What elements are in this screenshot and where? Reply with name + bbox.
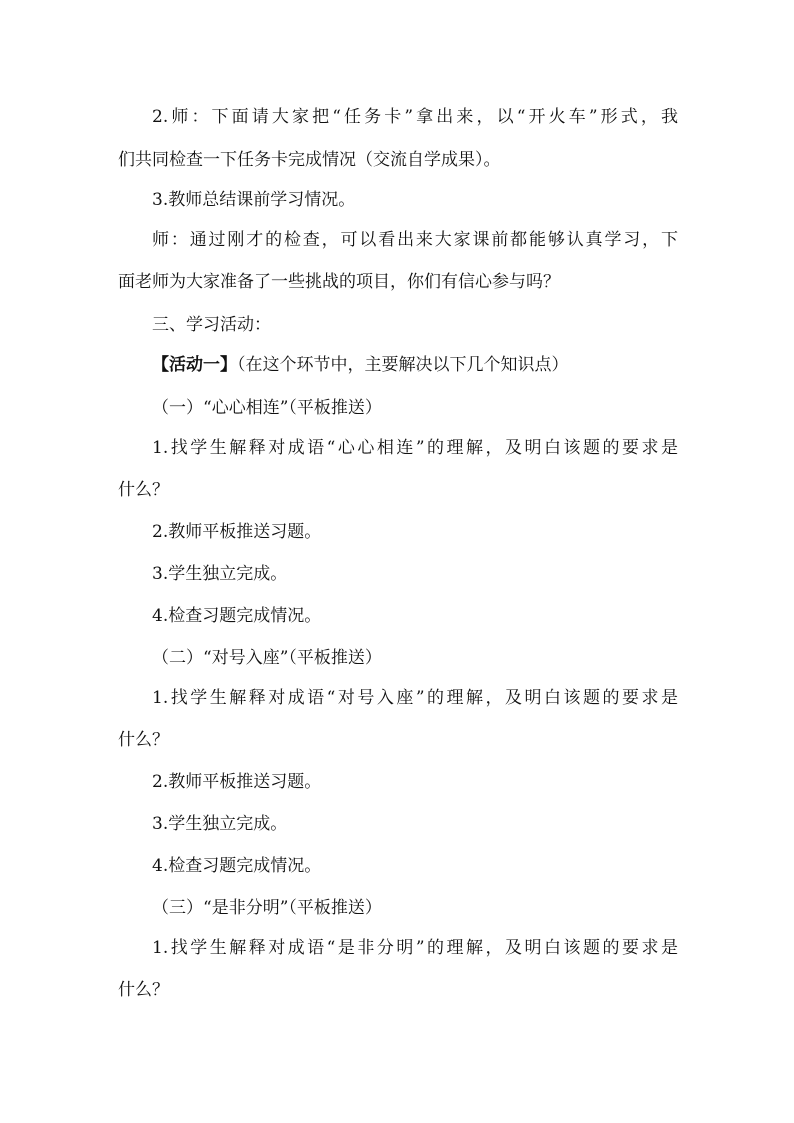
paragraph-line: 3.学生独立完成。 (152, 564, 288, 584)
paragraph-line: 什么？ (118, 480, 169, 500)
subsection-heading: （一）“心心相连”（平板推送） (152, 398, 382, 418)
paragraph-line: 4.检查习题完成情况。 (152, 856, 322, 876)
paragraph-line: 3.教师总结课前学习情况。 (152, 190, 356, 210)
paragraph-line: 2.教师平板推送习题。 (152, 772, 322, 792)
section-heading: 三、学习活动： (152, 315, 271, 335)
paragraph-line: 3.学生独立完成。 (152, 814, 288, 834)
paragraph-line: 什么？ (118, 980, 169, 1000)
activity-heading (152, 355, 678, 375)
paragraph-line: 们共同检查一下任务卡完成情况（交流自学成果）。 (118, 150, 501, 170)
paragraph-line: 什么？ (118, 730, 169, 750)
paragraph-line: 4.检查习题完成情况。 (152, 606, 322, 626)
subsection-heading: （三）“是非分明”（平板推送） (152, 898, 382, 918)
paragraph-line: 面老师为大家准备了一些挑战的项目，你们有信心参与吗？ (118, 272, 560, 292)
paragraph-line: 2.教师平板推送习题。 (152, 522, 322, 542)
subsection-heading: （二）“对号入座”（平板推送） (152, 648, 382, 668)
activity-label: 【活动一】 (152, 355, 237, 375)
activity-note: （在这个环节中，主要解决以下几个知识点） (237, 355, 569, 375)
paragraph-line: 1.找学生解释对成语“心心相连”的理解，及明白该题的要求是 (152, 438, 678, 458)
paragraph-line: 1.找学生解释对成语“对号入座”的理解，及明白该题的要求是 (152, 688, 678, 708)
paragraph-line: 2.师：下面请大家把“任务卡”拿出来，以“开火车”形式，我 (152, 107, 678, 127)
paragraph-line: 师：通过刚才的检查，可以看出来大家课前都能够认真学习，下 (152, 230, 678, 250)
paragraph-line: 1.找学生解释对成语“是非分明”的理解，及明白该题的要求是 (152, 938, 678, 958)
